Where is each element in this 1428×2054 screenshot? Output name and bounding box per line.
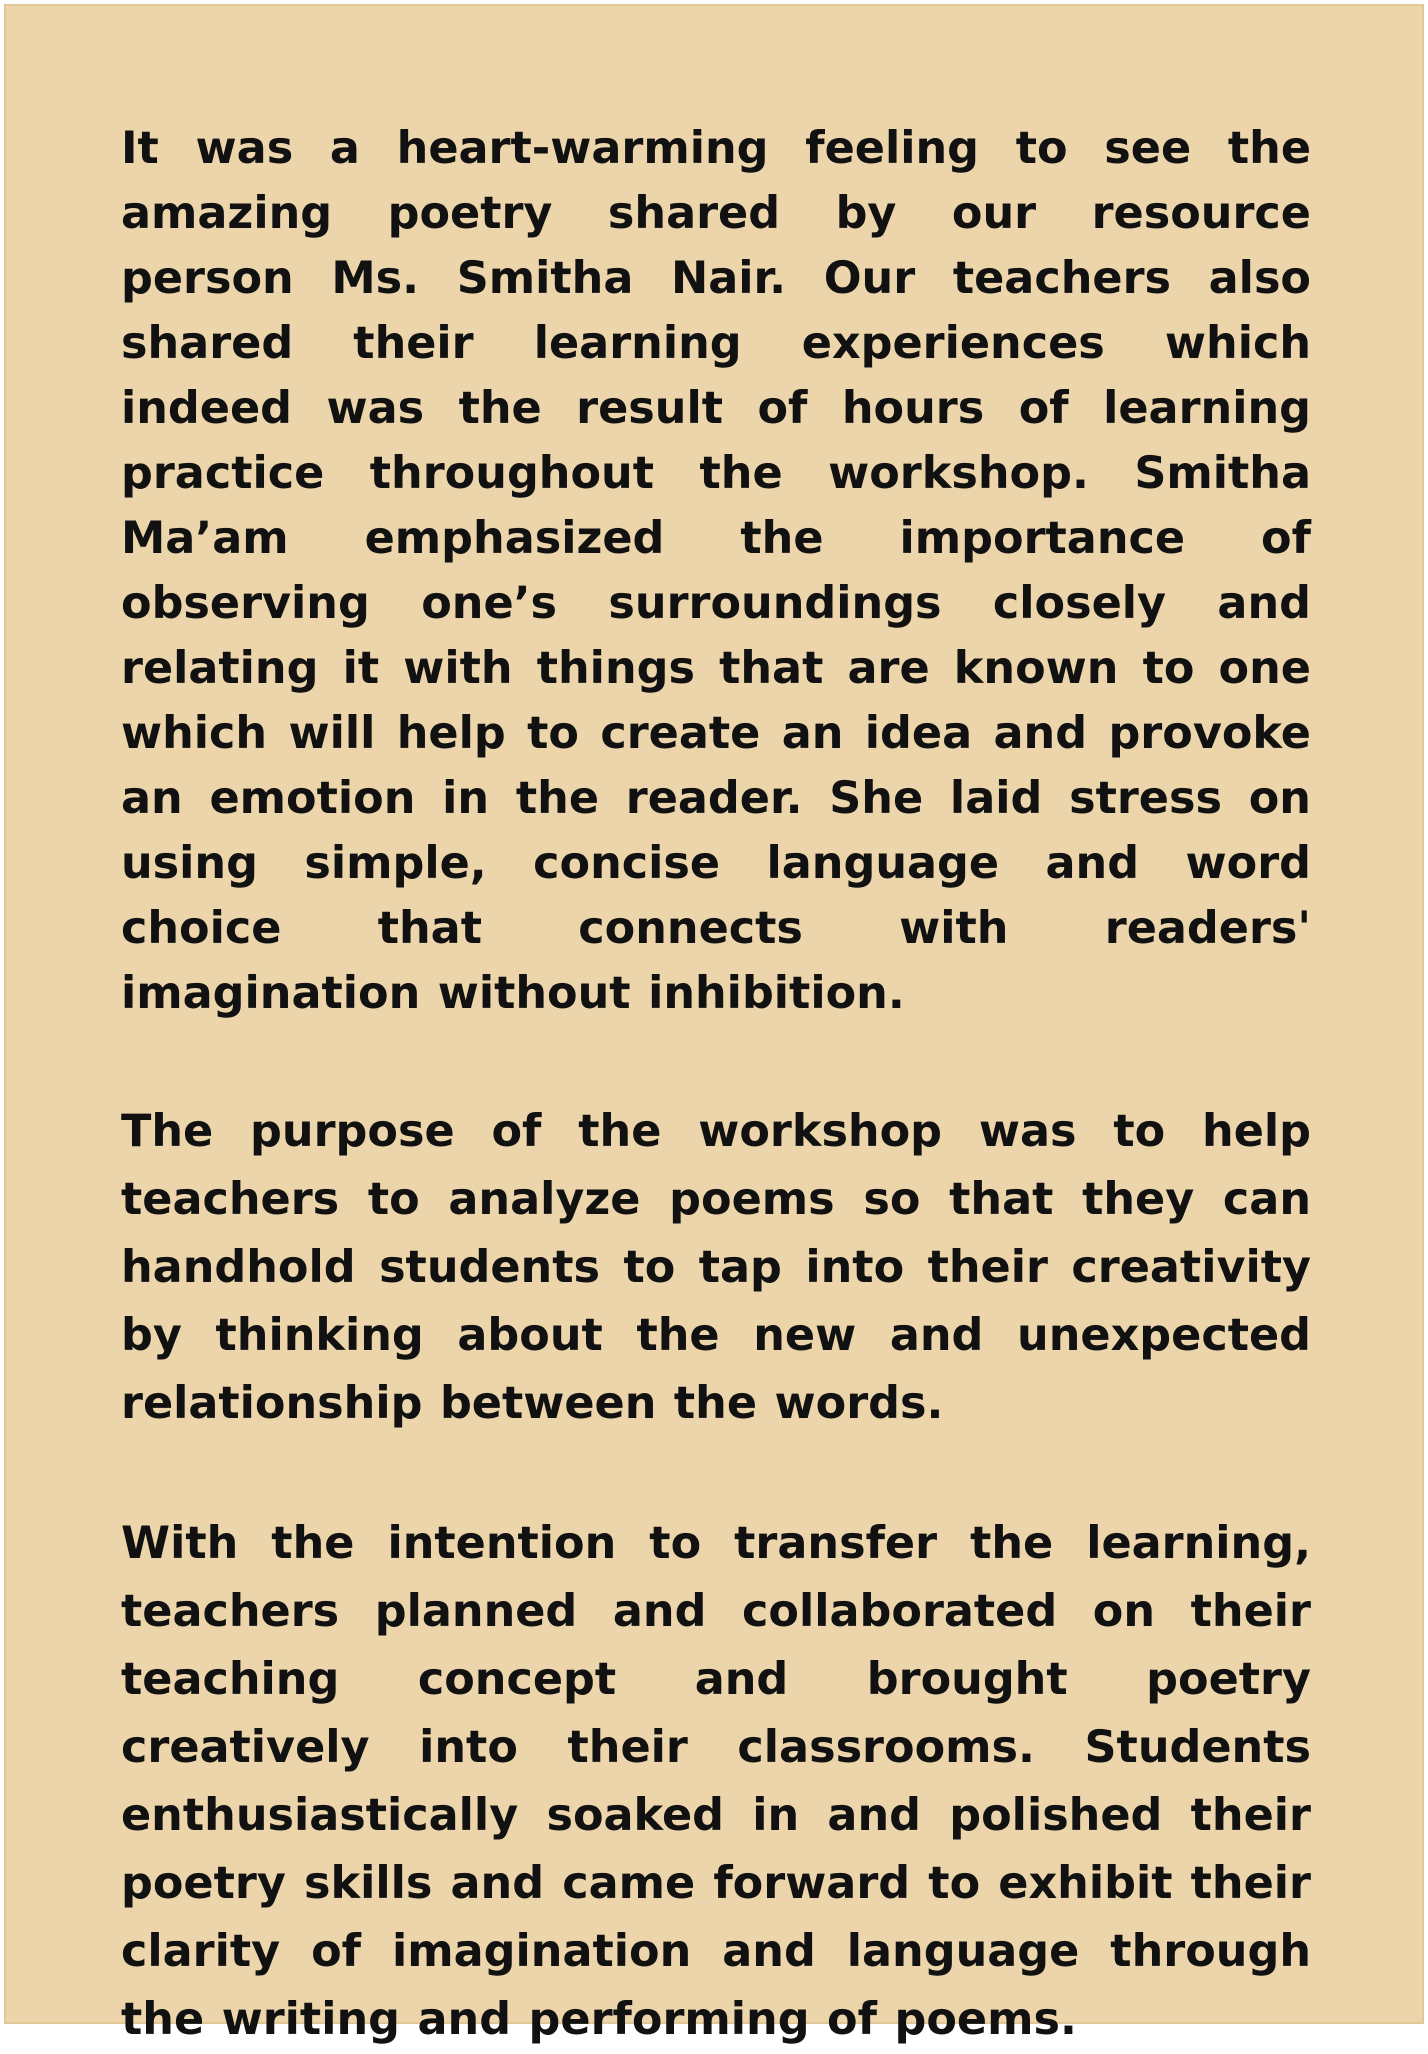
paragraph-purpose: The purpose of the workshop was to help teachers to analyze poems so that they can handhold students to tap into their creativity by thinking about the new and unexpected relationship between the words. — [121, 1106, 1311, 1429]
document-page — [4, 4, 1424, 2045]
paragraph-outcome: With the intention to transfer the learning, teachers planned and collaborated on their teaching concept and brought poetry creatively into their classrooms. Students enthusiastically soaked in and polished their poetry skills and came forward to exhibit their clarity of imagination and language through the writing and performing of poems. — [121, 1518, 1311, 2045]
document-body — [121, 116, 1311, 2054]
paragraph-intro: It was a heart-warming feeling to see the amazing poetry shared by our resource person Ms. Smitha Nair. Our teachers also shared their learning experiences which indeed was the result of hours of learning practice throughout the workshop. Smitha Ma’am emphasized the importance of observing one’s surroundings closely and relating it with things that are known to one which will help to create an idea and provoke an emotion in the reader. She laid stress on using simple, concise language and word choice that connects with readers' imagination without inhibition. — [121, 123, 1311, 1019]
